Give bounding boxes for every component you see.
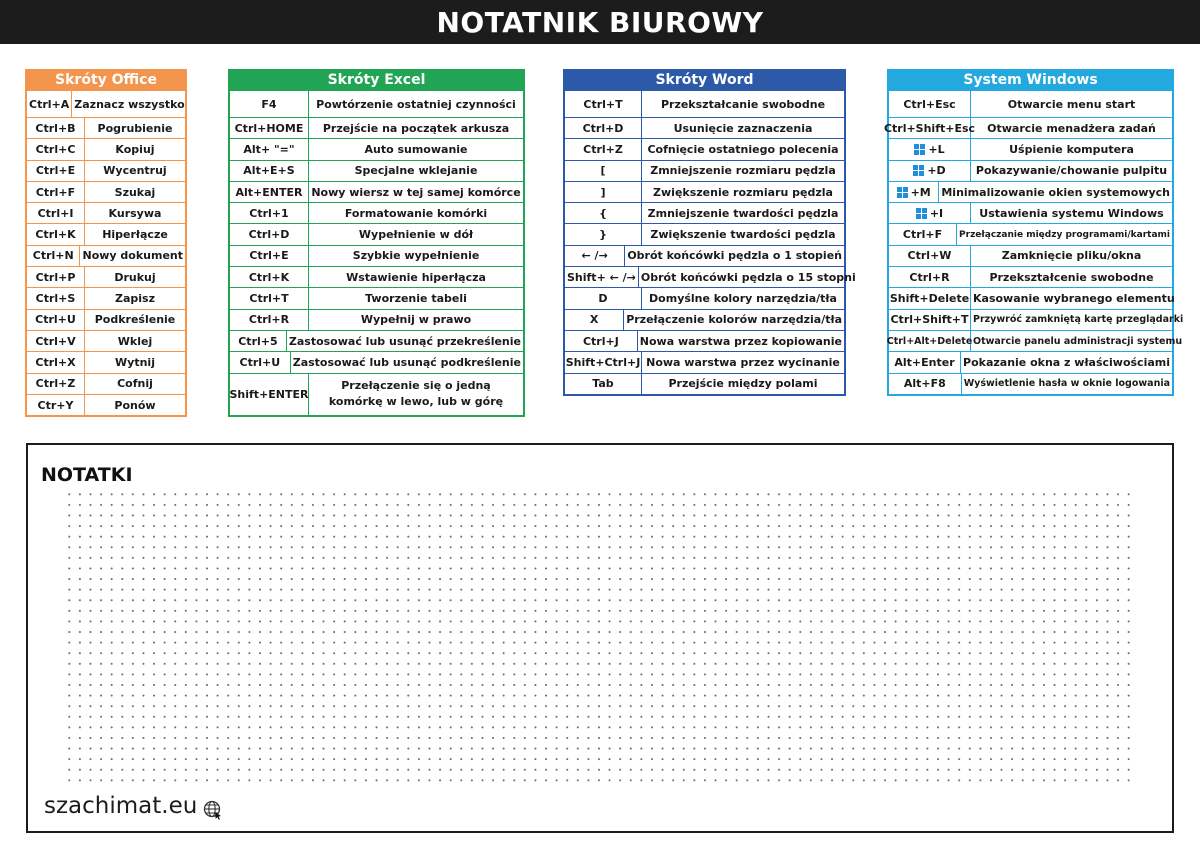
shortcut-description: Wstawienie hiperłącza	[346, 270, 486, 284]
shortcut-key	[889, 246, 971, 266]
shortcut-key	[27, 331, 85, 351]
shortcut-row	[27, 202, 185, 223]
shortcut-key	[565, 139, 642, 159]
word-panel-title: Skróty Word	[563, 69, 846, 91]
shortcut-key	[565, 203, 642, 223]
shortcut-key	[230, 161, 309, 181]
excel-shortcut-table	[228, 91, 525, 417]
excel-panel-title: Skróty Excel	[228, 69, 525, 91]
office-panel-title: Skróty Office	[25, 69, 187, 91]
shortcut-description: Powtórzenie ostatniej czynności	[316, 97, 516, 111]
shortcut-row	[886, 330, 1183, 351]
shortcut-key-text: Ctrl+K	[248, 270, 290, 284]
shortcut-description: Zapisz	[115, 292, 155, 306]
shortcut-row	[565, 245, 844, 266]
shortcut-key-text: Ctrl+S	[35, 292, 76, 306]
shortcut-description: Otwarcie panelu administracji systemu	[973, 335, 1183, 347]
shortcut-description: Nowy dokument	[82, 249, 183, 263]
shortcut-key-text: D	[598, 292, 608, 306]
shortcut-row	[565, 181, 844, 202]
shortcut-key	[230, 267, 309, 287]
shortcut-key-text: Ctrl+J	[582, 334, 619, 348]
shortcut-key	[230, 182, 309, 202]
shortcut-key-text: Ctrl+F	[35, 185, 76, 199]
shortcut-key-text: ]	[600, 185, 606, 199]
shortcut-row	[27, 287, 185, 308]
shortcut-key	[889, 267, 971, 287]
shortcut-description: Wypełnienie w dół	[358, 228, 474, 242]
shortcut-description: Uśpienie komputera	[1009, 142, 1134, 156]
shortcut-description: Zaznacz wszystko	[74, 97, 185, 111]
shortcut-description: Otwarcie menadżera zadań	[987, 121, 1156, 135]
shortcut-row	[230, 266, 523, 287]
shortcut-key	[565, 246, 625, 266]
shortcut-key	[27, 91, 72, 117]
shortcut-key-text: +I	[929, 206, 944, 220]
shortcut-key-text: Ctrl+T	[583, 97, 623, 111]
shortcut-key	[889, 91, 971, 117]
shortcut-row	[565, 202, 844, 223]
shortcut-description: Zmniejszenie twardości pędzla	[647, 206, 839, 220]
shortcut-row	[889, 266, 1172, 287]
word-shortcuts-panel	[563, 69, 856, 396]
shortcut-key	[565, 310, 624, 330]
shortcut-key	[565, 288, 642, 308]
shortcut-key-text: Ctr+Y	[37, 398, 74, 412]
shortcut-key	[230, 91, 309, 117]
shortcut-key-text: Shift+Ctrl+J	[565, 355, 641, 369]
shortcut-row	[27, 373, 185, 394]
shortcut-description: Przywróć zamkniętą kartę przeglądarki	[973, 314, 1184, 326]
shortcut-key	[27, 288, 85, 308]
shortcut-key-text: Ctrl+F	[902, 228, 943, 242]
shortcut-description: Nowa warstwa przez kopiowanie	[639, 334, 842, 348]
shortcut-description: Formatowanie komórki	[344, 206, 488, 220]
shortcut-row	[27, 160, 185, 181]
shortcut-key	[889, 203, 971, 223]
windows-logo-icon	[914, 144, 925, 155]
shortcut-row	[565, 117, 844, 138]
shortcut-description: Tworzenie tabeli	[365, 292, 467, 306]
shortcut-description: Podkreślenie	[94, 313, 176, 327]
shortcut-key-text: Alt+F8	[903, 377, 946, 391]
shortcut-row	[565, 160, 844, 181]
notes-title: NOTATKI	[41, 464, 133, 486]
shortcut-key-text: Alt+ENTER	[235, 185, 303, 199]
shortcut-key-text: Ctrl+C	[35, 142, 76, 156]
shortcut-description: Cofnij	[117, 377, 153, 391]
shortcut-description: Pogrubienie	[97, 121, 173, 135]
shortcut-key-text: Ctrl+R	[248, 313, 290, 327]
shortcut-row	[565, 330, 844, 351]
shortcut-key	[27, 352, 85, 372]
shortcut-description: Szukaj	[114, 185, 156, 199]
shortcut-row	[27, 266, 185, 287]
page-title: NOTATNIK BIUROWY	[436, 6, 764, 39]
shortcut-key	[27, 374, 85, 394]
shortcut-description: Obrót końcówki pędzla o 15 stopni	[640, 270, 856, 284]
shortcut-key-text: Ctrl+Z	[35, 377, 76, 391]
shortcut-row	[230, 309, 523, 330]
shortcut-key-text: Ctrl+D	[248, 228, 290, 242]
shortcut-row	[889, 309, 1184, 330]
shortcut-key-text: }	[599, 228, 607, 242]
shortcut-row	[889, 138, 1172, 159]
shortcut-key	[230, 374, 309, 415]
shortcut-key	[27, 118, 85, 138]
windows-shortcuts-panel	[883, 69, 1184, 396]
shortcut-key-text: Shift+ ← /→	[567, 270, 636, 284]
shortcut-key-text: Ctrl+P	[35, 270, 76, 284]
shortcut-description: Przełączenie się o jedną komórkę w lewo, lub w górę	[328, 379, 504, 409]
shortcut-description: Nowa warstwa przez wycinanie	[646, 355, 840, 369]
shortcut-key	[889, 224, 957, 244]
shortcut-key	[230, 288, 309, 308]
shortcut-description: Auto sumowanie	[364, 142, 468, 156]
shortcut-key-text: Ctrl+X	[35, 355, 76, 369]
shortcut-key	[27, 246, 80, 266]
shortcut-row	[230, 245, 523, 266]
shortcut-key-text: Ctrl+1	[249, 206, 289, 220]
shortcut-description: Kasowanie wybranego elementu	[973, 292, 1175, 306]
shortcut-description: Przekształcanie swobodne	[660, 97, 826, 111]
shortcut-row	[889, 181, 1172, 202]
shortcut-description: Zastosować lub usunąć podkreślenie	[292, 355, 521, 369]
windows-panel-title: System Windows	[887, 69, 1174, 91]
shortcut-row	[565, 266, 856, 287]
shortcut-row	[565, 351, 844, 372]
shortcut-description: Pokazywanie/chowanie pulpitu	[975, 164, 1168, 178]
shortcut-key	[565, 161, 642, 181]
shortcut-row	[889, 351, 1172, 372]
shortcut-row	[230, 138, 523, 159]
shortcut-description: Nowy wiersz w tej samej komórce	[311, 185, 521, 199]
shortcut-row	[565, 287, 844, 308]
shortcut-row	[230, 181, 523, 202]
shortcut-key-text: ← /→	[581, 249, 608, 263]
windows-logo-icon	[913, 165, 924, 176]
dot-grid	[64, 489, 1136, 789]
shortcut-row	[230, 117, 523, 138]
shortcut-key-text: F4	[261, 97, 277, 111]
shortcut-key-text: Ctrl+B	[35, 121, 76, 135]
shortcut-row	[565, 309, 844, 330]
shortcut-key	[230, 224, 309, 244]
shortcut-row	[230, 373, 523, 415]
shortcut-key	[230, 139, 309, 159]
shortcut-key-text: Ctrl+Alt+Delete	[886, 335, 973, 347]
shortcut-description: Kursywa	[108, 206, 162, 220]
shortcut-description: Wytnij	[115, 355, 155, 369]
shortcut-key-text: Ctrl+Esc	[903, 97, 956, 111]
shortcut-key-text: Ctrl+Shift+Esc	[883, 121, 976, 135]
shortcut-key-text: +M	[910, 185, 931, 199]
shortcut-description: Szybkie wypełnienie	[352, 249, 480, 263]
shortcut-description: Zamknięcie pliku/okna	[1001, 249, 1142, 263]
shortcut-key-text: X	[589, 313, 599, 327]
shortcut-key-text: Ctrl+U	[35, 313, 76, 327]
shortcut-description: Domyślne kolory narzędzia/tła	[649, 292, 837, 306]
shortcut-key	[565, 352, 642, 372]
shortcut-key-text: Ctrl+Z	[583, 142, 623, 156]
shortcut-key	[27, 310, 85, 330]
shortcut-description: Wycentruj	[103, 164, 167, 178]
shortcut-row	[27, 394, 185, 415]
shortcut-row	[27, 245, 185, 266]
shortcut-key-text: Shift+ENTER	[229, 387, 309, 401]
shortcut-key-text: Alt+Enter	[894, 355, 955, 369]
shortcut-key	[565, 374, 642, 394]
shortcut-key-text: Ctrl+HOME	[234, 121, 304, 135]
shortcut-description: Hiperłącze	[102, 228, 168, 242]
shortcut-key	[230, 118, 309, 138]
shortcut-description: Cofnięcie ostatniego polecenia	[647, 142, 839, 156]
shortcut-description: Zmniejszenie rozmiaru pędzla	[650, 164, 836, 178]
shortcut-key	[565, 182, 642, 202]
shortcut-key-text: Ctrl+N	[32, 249, 74, 263]
shortcut-key	[27, 267, 85, 287]
shortcut-key	[27, 161, 85, 181]
website-label: szachimat.eu	[44, 793, 198, 819]
shortcut-key-text: Ctrl+U	[239, 355, 281, 369]
shortcut-row	[27, 91, 185, 117]
shortcut-description: Ustawienia systemu Windows	[979, 206, 1164, 220]
shortcut-description: Przełączanie między programami/kartami	[959, 229, 1170, 240]
shortcut-row	[230, 330, 523, 351]
shortcut-key-text: Ctrl+A	[29, 97, 70, 111]
shortcut-key	[889, 352, 961, 372]
shortcut-row	[230, 351, 523, 372]
excel-shortcuts-panel	[228, 69, 525, 417]
shortcut-description: Obrót końcówki pędzla o 1 stopień	[627, 249, 842, 263]
windows-logo-icon	[916, 208, 927, 219]
shortcut-description: Ponów	[114, 398, 156, 412]
shortcut-description: Przełączenie kolorów narzędzia/tła	[626, 313, 842, 327]
shortcut-key-text: +L	[928, 142, 945, 156]
shortcut-description: Pokazanie okna z właściwościami	[963, 355, 1170, 369]
shortcut-description: Specjalne wklejanie	[354, 164, 478, 178]
shortcut-description: Wyświetlenie hasła w oknie logowania	[963, 378, 1170, 390]
shortcut-key	[886, 331, 973, 351]
shortcut-row	[230, 91, 523, 117]
shortcut-row	[889, 202, 1172, 223]
windows-logo-icon	[897, 187, 908, 198]
shortcut-description: Przejście między polami	[668, 377, 818, 391]
shortcut-key-text: Tab	[592, 377, 614, 391]
shortcut-key-text: {	[599, 206, 607, 220]
word-shortcut-table	[563, 91, 856, 396]
shortcut-description: Zastosować lub usunąć przekreślenie	[288, 334, 521, 348]
shortcut-row	[565, 138, 844, 159]
shortcut-key	[230, 310, 309, 330]
shortcut-row	[27, 223, 185, 244]
shortcut-key	[27, 395, 85, 415]
shortcut-row	[27, 330, 185, 351]
shortcut-key	[27, 224, 85, 244]
shortcut-row	[565, 223, 844, 244]
shortcut-description: Zwiększenie rozmiaru pędzla	[653, 185, 833, 199]
office-shortcuts-panel	[25, 69, 187, 417]
shortcut-key	[889, 182, 939, 202]
office-shortcut-table	[25, 91, 187, 417]
shortcut-row	[230, 160, 523, 181]
shortcut-key-text: Alt+E+S	[243, 164, 295, 178]
shortcut-row	[889, 373, 1172, 394]
windows-shortcut-table	[883, 91, 1184, 396]
shortcut-key-text: Ctrl+D	[582, 121, 624, 135]
shortcut-description: Przejście na początek arkusza	[322, 121, 510, 135]
shortcut-row	[889, 223, 1172, 244]
shortcut-row	[889, 91, 1172, 117]
shortcut-description: Wklej	[117, 334, 153, 348]
shortcut-description: Minimalizowanie okien systemowych	[941, 185, 1170, 199]
shortcut-key-text: Ctrl+K	[35, 228, 76, 242]
shortcut-key	[889, 139, 971, 159]
shortcut-row	[883, 117, 1172, 138]
globe-icon	[203, 800, 223, 820]
shortcut-row	[889, 287, 1175, 308]
shortcut-key	[230, 203, 309, 223]
shortcut-key-text: Shift+Delete	[889, 292, 970, 306]
shortcut-key-text: Ctrl+I	[37, 206, 74, 220]
shortcut-key	[883, 118, 976, 138]
shortcut-key-text: [	[600, 164, 606, 178]
shortcut-row	[230, 223, 523, 244]
shortcut-key-text: +D	[927, 164, 946, 178]
shortcut-key-text: Ctrl+E	[249, 249, 289, 263]
shortcut-key-text: Ctrl+V	[35, 334, 76, 348]
shortcut-row	[27, 117, 185, 138]
shortcut-description: Drukuj	[114, 270, 156, 284]
shortcut-description: Przekształcenie swobodne	[989, 270, 1154, 284]
shortcut-row	[27, 181, 185, 202]
shortcut-row	[27, 351, 185, 372]
shortcut-key-text: Ctrl+R	[909, 270, 950, 284]
shortcut-key	[27, 203, 85, 223]
shortcut-key-text: Ctrl+5	[238, 334, 278, 348]
shortcut-row	[889, 245, 1172, 266]
shortcut-key	[889, 288, 971, 308]
shortcut-key-text: Ctrl+T	[249, 292, 289, 306]
shortcut-key	[230, 352, 291, 372]
shortcut-row	[27, 138, 185, 159]
shortcut-description: Zwiększenie twardości pędzla	[650, 228, 836, 242]
shortcut-description: Usunięcie zaznaczenia	[673, 121, 813, 135]
shortcut-description: Wypełnij w prawo	[360, 313, 472, 327]
shortcut-row	[565, 373, 844, 394]
shortcut-row	[230, 202, 523, 223]
shortcut-key	[27, 182, 85, 202]
shortcut-key-text: Alt+ "="	[243, 142, 295, 156]
shortcut-key	[565, 118, 642, 138]
shortcut-key-text: Ctrl+Shift+T	[890, 313, 969, 327]
shortcut-key	[565, 224, 642, 244]
shortcut-row	[230, 287, 523, 308]
shortcut-key-text: Ctrl+E	[35, 164, 76, 178]
shortcut-row	[27, 309, 185, 330]
shortcut-row	[565, 91, 844, 117]
shortcut-key	[230, 331, 287, 351]
shortcut-key	[565, 91, 642, 117]
shortcut-key	[889, 374, 962, 394]
shortcut-key	[565, 267, 639, 287]
shortcut-description: Kopiuj	[115, 142, 155, 156]
shortcut-key	[27, 139, 85, 159]
shortcut-key	[565, 331, 638, 351]
shortcut-key	[889, 161, 971, 181]
shortcut-key	[230, 246, 309, 266]
shortcut-key-text: Ctrl+W	[907, 249, 952, 263]
shortcut-key	[889, 310, 971, 330]
shortcut-description: Otwarcie menu start	[1007, 97, 1136, 111]
shortcut-row	[889, 160, 1172, 181]
